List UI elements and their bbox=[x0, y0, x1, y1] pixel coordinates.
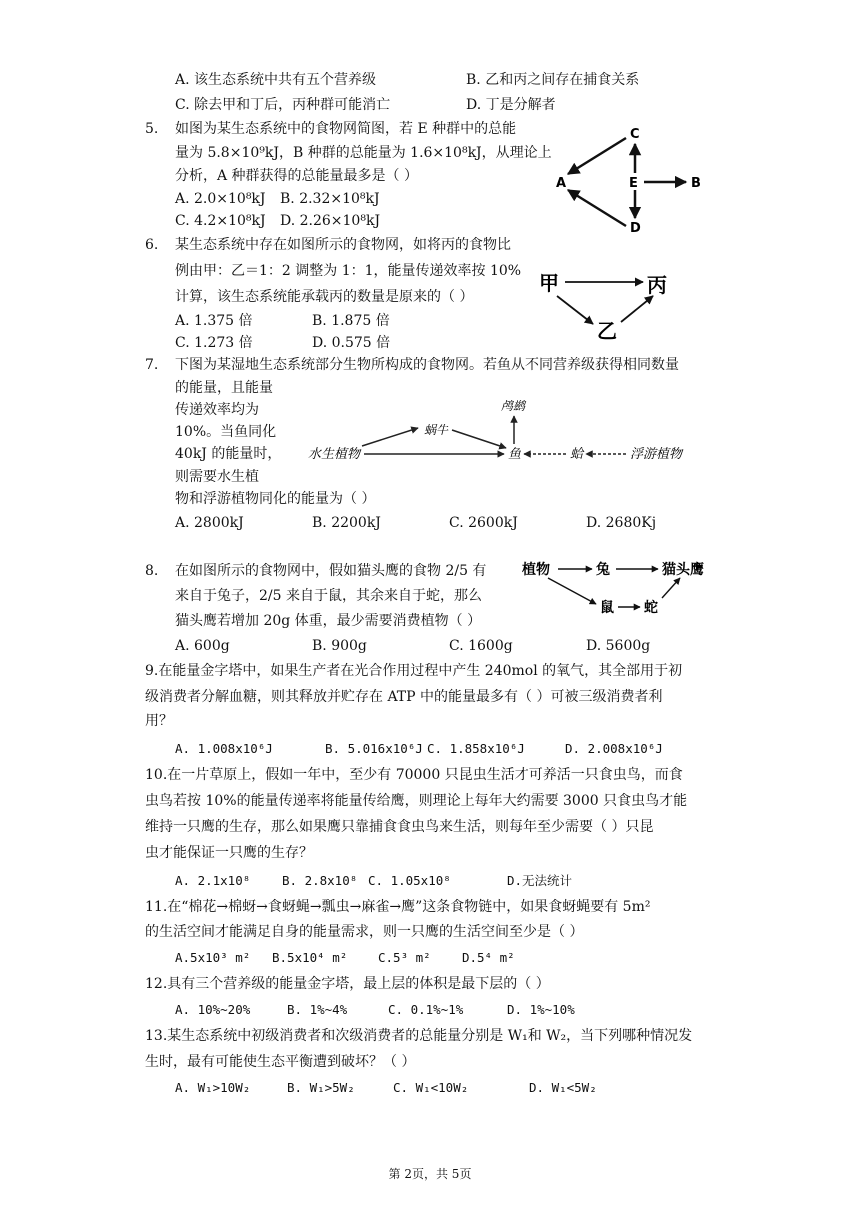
q12-option-a: A. 10%~20% bbox=[175, 1002, 251, 1017]
q5-option-b: B. 2.32×10⁸kJ bbox=[280, 191, 380, 207]
q5-option-a: A. 2.0×10⁸kJ bbox=[175, 191, 266, 207]
q6-stem-line2: 例由甲：乙＝1：2 调整为 1：1，能量传递效率按 10% bbox=[175, 263, 522, 279]
q4-option-c: C. 除去甲和丁后，丙种群可能消亡 bbox=[175, 97, 391, 113]
q7-stem-line4: 10%。当鱼同化 bbox=[175, 424, 277, 440]
q13-stem-line1: 13.某生态系统中初级消费者和次级消费者的总能量分别是 W₁和 W₂，当下列哪种情况发 bbox=[145, 1028, 693, 1044]
q10-option-b: B. 2.8x10⁸ bbox=[282, 873, 358, 888]
q5-node-b: B bbox=[691, 176, 701, 191]
q7-arrow-snail-fish bbox=[452, 430, 506, 448]
q6-arrow-jia-yi bbox=[557, 296, 593, 324]
q11-option-d: D.5⁴ m² bbox=[462, 950, 515, 965]
q13-stem-line2: 生时，最有可能使生态平衡遭到破坏？（ ） bbox=[145, 1054, 416, 1070]
q12-option-c: C. 0.1%~1% bbox=[388, 1002, 464, 1017]
q8-stem-line1: 在如图所示的食物网中，假如猫头鹰的食物 2/5 有 bbox=[175, 563, 487, 579]
q6-option-c: C. 1.273 倍 bbox=[175, 335, 253, 351]
q8-node-mouse: 鼠 bbox=[600, 600, 614, 616]
q5-node-c: C bbox=[630, 127, 640, 142]
page-footer: 第 2页，共 5页 bbox=[388, 1167, 472, 1181]
q7-stem-line6: 则需要水生植 bbox=[175, 469, 259, 485]
q8-stem-line3: 猫头鹰若增加 20g 体重，最少需要消费植物（ ） bbox=[175, 613, 482, 629]
q12-option-b: B. 1%~4% bbox=[287, 1002, 348, 1017]
q6-number: 6. bbox=[145, 237, 159, 253]
q7-stem-line7: 物和浮游植物同化的能量为（ ） bbox=[175, 491, 376, 507]
q11-option-c: C.5³ m² bbox=[378, 950, 431, 965]
q6-arrow-yi-bing bbox=[621, 296, 653, 322]
q8-node-snake: 蛇 bbox=[644, 600, 658, 616]
q7-node-bird: 鸬鹚 bbox=[501, 399, 526, 413]
q10-option-d: D.无法统计 bbox=[507, 873, 573, 888]
q8-option-d: D. 5600g bbox=[586, 638, 651, 654]
q13-option-c: C. W₁<10W₂ bbox=[393, 1080, 469, 1095]
q9-option-b: B. 5.016x10⁶J bbox=[325, 741, 423, 756]
q6-node-jia: 甲 bbox=[539, 271, 559, 295]
q7-option-a: A. 2800kJ bbox=[175, 515, 244, 531]
q8-stem-line2: 来自于兔子，2/5 来自于鼠，其余来自于蛇，那么 bbox=[175, 588, 482, 604]
q6-node-yi: 乙 bbox=[597, 319, 617, 343]
q11-option-a: A.5x10³ m² bbox=[175, 950, 251, 965]
q7-option-d: D. 2680Kj bbox=[586, 515, 657, 531]
q9-option-c: C. 1.858x10⁶J bbox=[427, 741, 525, 756]
q5-stem-line2: 量为 5.8×10⁹kJ，B 种群的总能量为 1.6×10⁸kJ，从理论上 bbox=[175, 145, 552, 161]
q7-stem-line5: 40kJ 的能量时， bbox=[175, 446, 282, 462]
q7-food-web-diagram bbox=[308, 396, 700, 468]
q7-stem-line1: 下图为某湿地生态系统部分生物所构成的食物网。若鱼从不同营养级获得相同数量 bbox=[175, 357, 679, 373]
q13-option-b: B. W₁>5W₂ bbox=[287, 1080, 355, 1095]
q5-stem-line1: 如图为某生态系统中的食物网简图，若 E 种群中的总能 bbox=[175, 121, 517, 137]
q8-food-web-diagram bbox=[520, 556, 720, 618]
q12-option-d: D. 1%~10% bbox=[507, 1002, 575, 1017]
q9-stem-line1: 9.在能量金字塔中，如果生产者在光合作用过程中产生 240mol 的氧气，其全部用于初 bbox=[145, 663, 683, 679]
q12-stem-line1: 12.具有三个营养级的能量金字塔，最上层的体积是最下层的（ ） bbox=[145, 976, 550, 992]
q8-option-a: A. 600g bbox=[175, 638, 230, 654]
q8-node-owl: 猫头鹰 bbox=[662, 562, 704, 578]
q7-option-b: B. 2200kJ bbox=[312, 515, 381, 531]
q5-option-d: D. 2.26×10⁸kJ bbox=[280, 213, 381, 229]
q7-node-snail: 蜗牛 bbox=[424, 423, 449, 437]
q10-stem-line3: 维持一只鹰的生存，那么如果鹰只靠捕食食虫鸟来生活，则每年至少需要（ ）只昆 bbox=[145, 819, 654, 835]
q6-node-bing: 丙 bbox=[647, 273, 667, 297]
q5-food-web-diagram bbox=[550, 124, 720, 236]
q8-arrow-snake-owl bbox=[662, 578, 680, 598]
q8-node-plant: 植物 bbox=[522, 562, 550, 578]
q11-stem-line2: 的生活空间才能满足自身的能量需求，则一只鹰的生活空间至少是（ ） bbox=[145, 924, 584, 940]
q9-option-a: A. 1.008x10⁶J bbox=[175, 741, 273, 756]
q8-number: 8. bbox=[145, 563, 159, 579]
q7-node-plankton: 浮游植物 bbox=[630, 447, 683, 462]
q5-number: 5. bbox=[145, 121, 159, 137]
q8-node-rabbit: 兔 bbox=[596, 562, 610, 578]
q13-option-a: A. W₁>10W₂ bbox=[175, 1080, 251, 1095]
q11-option-b: B.5x10⁴ m² bbox=[272, 950, 348, 965]
q5-option-c: C. 4.2×10⁸kJ bbox=[175, 213, 266, 229]
q9-option-d: D. 2.008x10⁶J bbox=[565, 741, 663, 756]
q7-node-plant: 水生植物 bbox=[308, 447, 361, 462]
q8-arrow-plant-mouse bbox=[548, 578, 596, 604]
q7-number: 7. bbox=[145, 357, 159, 373]
q5-arrow-c-a bbox=[568, 138, 626, 174]
q6-stem-line1: 某生态系统中存在如图所示的食物网，如将丙的食物比 bbox=[175, 237, 511, 253]
q9-stem-line3: 用？ bbox=[145, 713, 173, 729]
q7-arrow-plant-snail bbox=[362, 428, 418, 446]
q4-option-b: B. 乙和丙之间存在捕食关系 bbox=[466, 72, 640, 88]
q10-option-a: A. 2.1x10⁸ bbox=[175, 873, 251, 888]
q7-option-c: C. 2600kJ bbox=[449, 515, 518, 531]
q5-stem-line3: 分析，A 种群获得的总能量最多是（ ） bbox=[175, 168, 419, 184]
q10-stem-line2: 虫鸟若按 10%的能量传递率将能量传给鹰，则理论上每年大约需要 3000 只食虫鸟才能 bbox=[145, 793, 688, 809]
q13-option-d: D. W₁<5W₂ bbox=[529, 1080, 597, 1095]
q11-stem-line1: 11.在“棉花→棉蚜→食蚜蝇→瓢虫→麻雀→鹰”这条食物链中，如果食蚜蝇要有 5m² bbox=[145, 899, 651, 915]
q6-stem-line3: 计算，该生态系统能承载丙的数量是原来的（ ） bbox=[175, 289, 474, 305]
q5-node-d: D bbox=[630, 221, 641, 236]
q6-food-web-diagram bbox=[535, 264, 695, 346]
q5-node-e: E bbox=[629, 176, 638, 191]
q6-option-d: D. 0.575 倍 bbox=[312, 335, 391, 351]
q4-option-d: D. 丁是分解者 bbox=[466, 97, 556, 113]
q7-node-fish: 鱼 bbox=[508, 447, 522, 462]
q8-option-c: C. 1600g bbox=[449, 638, 513, 654]
q5-arrow-d-a bbox=[568, 190, 626, 226]
q6-option-b: B. 1.875 倍 bbox=[312, 313, 390, 329]
q10-stem-line1: 10.在一片草原上，假如一年中，至少有 70000 只昆虫生活才可养活一只食虫鸟，而食 bbox=[145, 767, 683, 783]
q4-option-a: A. 该生态系统中共有五个营养级 bbox=[175, 72, 377, 88]
q7-node-clam: 蛤 bbox=[570, 447, 584, 462]
q5-node-a: A bbox=[556, 176, 567, 191]
q10-stem-line4: 虫才能保证一只鹰的生存？ bbox=[145, 845, 313, 861]
q7-stem-line3: 传递效率均为 bbox=[175, 402, 259, 418]
q8-option-b: B. 900g bbox=[312, 638, 367, 654]
q9-stem-line2: 级消费者分解血糖，则其释放并贮存在 ATP 中的能量最多有（ ）可被三级消费者利 bbox=[145, 689, 663, 705]
q10-option-c: C. 1.05x10⁸ bbox=[368, 873, 451, 888]
q6-option-a: A. 1.375 倍 bbox=[175, 313, 253, 329]
q7-stem-line2: 的能量，且能量 bbox=[175, 380, 273, 396]
